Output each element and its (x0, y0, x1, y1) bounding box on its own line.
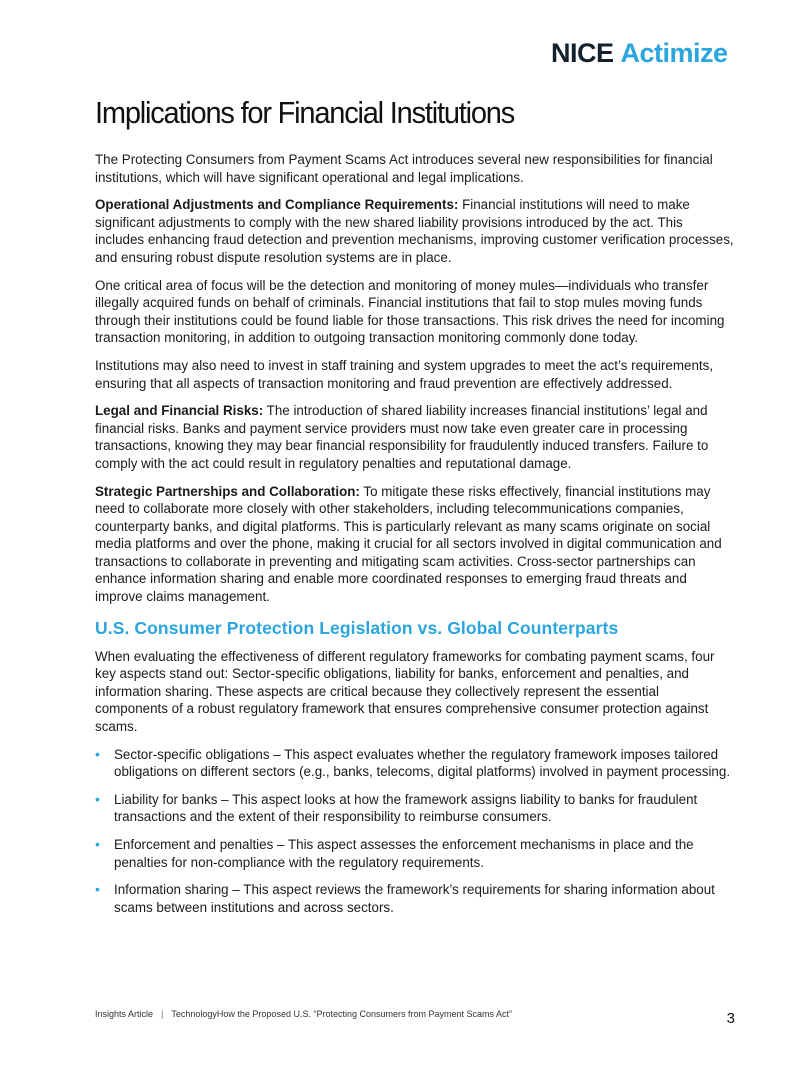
section-heading: Legal and Financial Risks: (95, 403, 264, 419)
section-heading: Strategic Partnerships and Collaboration: (95, 483, 360, 499)
intro-paragraph: The Protecting Consumers from Payment Scams Act introduces several new responsibilities for financial institutions, which will have significant operational and legal implications. (95, 152, 713, 185)
list-item (95, 881, 735, 916)
footer-label: Insights Article (95, 1009, 154, 1019)
list-item-text: Liability for banks – This aspect looks at how the framework assigns liability to banks for fraudulent transactions and the extent of their responsibility to reimburse consumers. (114, 791, 698, 825)
section-text: Institutions may also need to invest in staff training and system upgrades to meet the act’s requirements, ensuring that all aspects of transaction monitoring and fraud prevention are effectively addressed. (95, 357, 714, 391)
list-item (95, 791, 735, 826)
list-item-text: Enforcement and penalties – This aspect assesses the enforcement mechanisms in place and the penalties for non-compliance with the regulatory requirements. (114, 837, 694, 870)
list-item-text: Information sharing – This aspect reviews the framework’s requirements for sharing information about scams between institutions and across sectors. (114, 882, 715, 915)
section-heading: Operational Adjustments and Compliance Requirements: (95, 197, 459, 213)
logo-actimize: Actimize (620, 38, 728, 68)
section-legal-risks (95, 402, 735, 472)
bullet-icon: • (95, 745, 100, 762)
footer-text: TechnologyHow the Proposed U.S. “Protecting Consumers from Payment Scams Act” (171, 1009, 513, 1019)
bullet-icon: • (95, 836, 100, 852)
logo-nice: NICE (551, 38, 614, 68)
list-item (95, 746, 735, 781)
section-text: Financial institutions will need to make significant adjustments to comply with the new shared liability provisions introduced by the act. This includes enhancing fraud detection and prevention mechanisms, improving customer verification processes, and ensuring robust dispute resolution systems are in place. (95, 197, 734, 265)
section-text: One critical area of focus will be the detection and monitoring of money mules—individuals who transfer illegally acquired funds on behalf of criminals. Financial institutions that fail to stop mules moving funds through their institutions could be found liable for those transactions. This risk drives the need for incoming transaction monitoring, in addition to outgoing transaction monitoring commonly done today. (95, 277, 725, 346)
section-operational (95, 196, 735, 266)
list-item (95, 836, 735, 871)
bullet-icon: • (95, 790, 100, 807)
article-body (95, 151, 735, 926)
nice-actimize-logo (551, 38, 731, 69)
aspects-list (95, 746, 735, 917)
list-item-text: Sector-specific obligations – This aspect evaluates whether the regulatory framework imposes tailored obligations on different sectors (e.g., banks, telecoms, digital platforms) involved in payment processing. (114, 746, 731, 780)
section-subheading: U.S. Consumer Protection Legislation vs. Global Counterparts (95, 617, 619, 638)
footer-separator: | (161, 1009, 164, 1019)
page-footer (95, 1009, 512, 1019)
page-title: Implications for Financial Institutions (95, 97, 515, 131)
bullet-icon: • (95, 881, 100, 898)
subsection-intro: When evaluating the effectiveness of different regulatory frameworks for combating payment scams, four key aspects stand out: Sector-specific obligations, liability for banks, enforcement and penalties, and information sharing. These aspects are critical because they collectively represent the essential components of a robust regulatory framework that ensures comprehensive consumer protection against scams. (95, 648, 715, 735)
section-text: The introduction of shared liability increases financial institutions’ legal and financial risks. Banks and payment service providers must now take even greater care in processing transactions, knowing they may bear financial responsibility for fraudulently induced transfers. Failure to comply with the act could result in regulatory penalties and reputational damage. (95, 403, 709, 471)
section-staff-training (95, 357, 735, 392)
section-partnerships (95, 483, 735, 606)
page-number: 3 (726, 1010, 735, 1027)
section-text: To mitigate these risks effectively, financial institutions may need to collaborate more closely with other stakeholders, including telecommunications companies, counterparty banks, and digital platforms. This is particularly relevant as many scams originate on social media platforms and over the phone, making it crucial for all sectors involved in digital communication and transactions to collaborate in preventing and mitigating scam activities. Cross-sector partnerships can enhance information sharing and enable more coordinated responses to emerging fraud threats and improve claims management. (95, 483, 722, 605)
section-money-mules (95, 277, 735, 347)
